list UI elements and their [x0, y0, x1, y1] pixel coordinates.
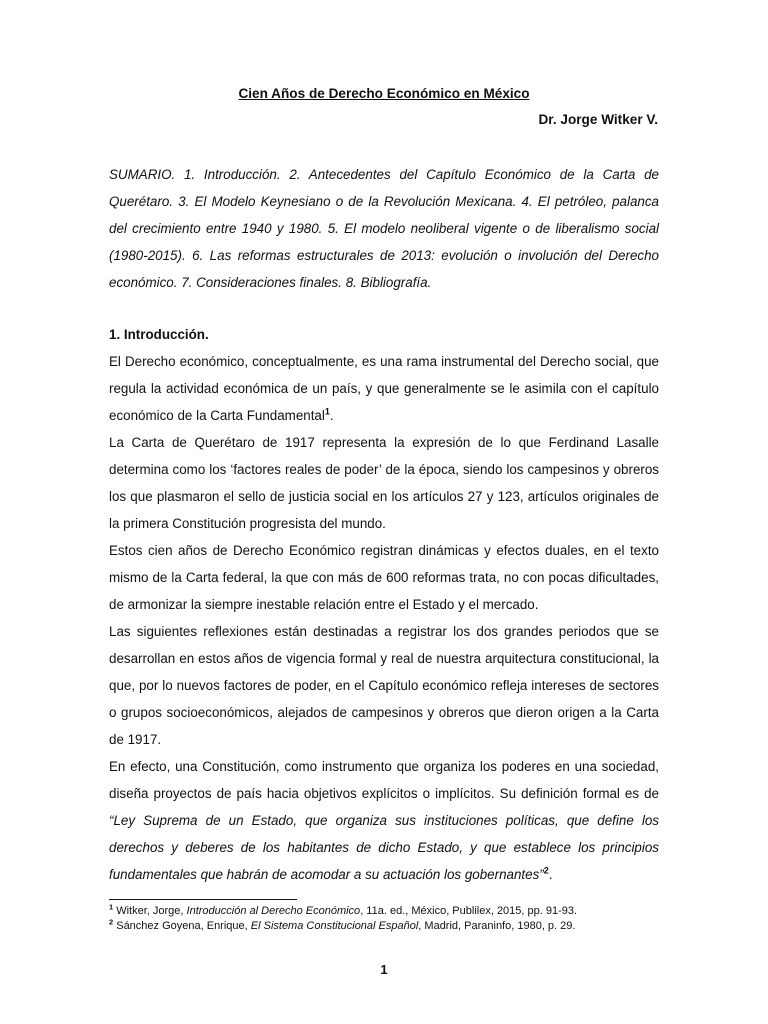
paragraph-2: La Carta de Querétaro de 1917 representa la expresión de lo que Ferdinand Lasalle determina como los ‘factores reales de poder’ de la época, siendo los campesinos y obreros los que plasmaron el sello de justicia social en los artículos 27 y 123, artículos originales de la primera Constitución progresista del mundo. — [109, 435, 659, 531]
paragraph-text: En efecto, una Constitución, como instrumento que organiza los poderes en una sociedad, diseña proyectos de país hacia objetivos explícitos o implícitos. Su definición formal es de — [109, 759, 659, 801]
author-name: Dr. Jorge Witker V. — [538, 112, 658, 127]
section-heading: 1. Introducción. — [109, 327, 209, 342]
footnote-marker: 2 — [109, 917, 114, 927]
footnote-divider — [109, 899, 297, 900]
footnote-text: Sánchez Goyena, Enrique, — [113, 920, 251, 932]
summary-paragraph: SUMARIO. 1. Introducción. 2. Antecedentes del Capítulo Económico de la Carta de Querétaro. 3. El Modelo Keynesiano o de la Revolución Mexicana. 4. El petróleo, palanca del crecimiento entre 1940 y 1980. 5. El modelo neoliberal vigente o de liberalismo social (1980-2015). 6. Las reformas estructurales de 2013: evolución o involución del Derecho económico. 7. Consideraciones finales. 8. Bibliografía. — [109, 167, 659, 290]
footnote-reference-2[interactable]: 2 — [543, 865, 549, 876]
footnote-book-title: Introducción al Derecho Económico — [186, 905, 361, 917]
footnote-1 — [109, 904, 669, 919]
footnote-text: , Madrid, Paraninfo, 1980, p. 29. — [418, 920, 576, 932]
footnote-marker: 1 — [109, 902, 114, 912]
section-introduction — [109, 321, 659, 888]
paragraph-end: . — [548, 867, 553, 882]
footnote-book-title: El Sistema Constitucional Español — [250, 920, 419, 932]
definition-quote: “Ley Suprema de un Estado, que organiza sus instituciones políticas, que define los derechos y deberes de los habitantes de dicho Estado, y que establece los principios fundamentales que habrán de acomodar a su actuación los gobernantes” — [109, 813, 659, 882]
footnote-2 — [109, 919, 669, 934]
paragraph-1 — [109, 348, 659, 429]
page-number: 1 — [380, 962, 388, 977]
footnote-reference-1[interactable]: 1 — [324, 406, 330, 417]
paragraph-5 — [109, 753, 659, 888]
footnotes — [109, 904, 669, 934]
paragraph-3: Estos cien años de Derecho Económico registran dinámicas y efectos duales, en el texto mismo de la Carta federal, la que con más de 600 reformas trata, no con pocas dificultades, de armonizar la siempre inestable relación entre el Estado y el mercado. — [109, 543, 659, 612]
paragraph-end: . — [329, 408, 334, 423]
footnote-text: Witker, Jorge, — [113, 905, 187, 917]
paragraph-text: El Derecho económico, conceptualmente, es una rama instrumental del Derecho social, que regula la actividad económica de un país, y que generalmente se le asimila con el capítulo económico de la Carta Fundamental — [109, 354, 659, 423]
paragraph-4: Las siguientes reflexiones están destinadas a registrar los dos grandes periodos que se desarrollan en estos años de vigencia formal y real de nuestra arquitectura constitucional, la que, por lo nuevos factores de poder, en el Capítulo económico refleja intereses de sectores o grupos socioeconómicos, alejados de campesinos y obreros que dieron origen a la Carta de 1917. — [109, 624, 659, 747]
footnote-text: , 11a. ed., México, Publilex, 2015, pp. 91-93. — [360, 905, 578, 917]
document-title: Cien Años de Derecho Económico en México — [238, 86, 530, 101]
